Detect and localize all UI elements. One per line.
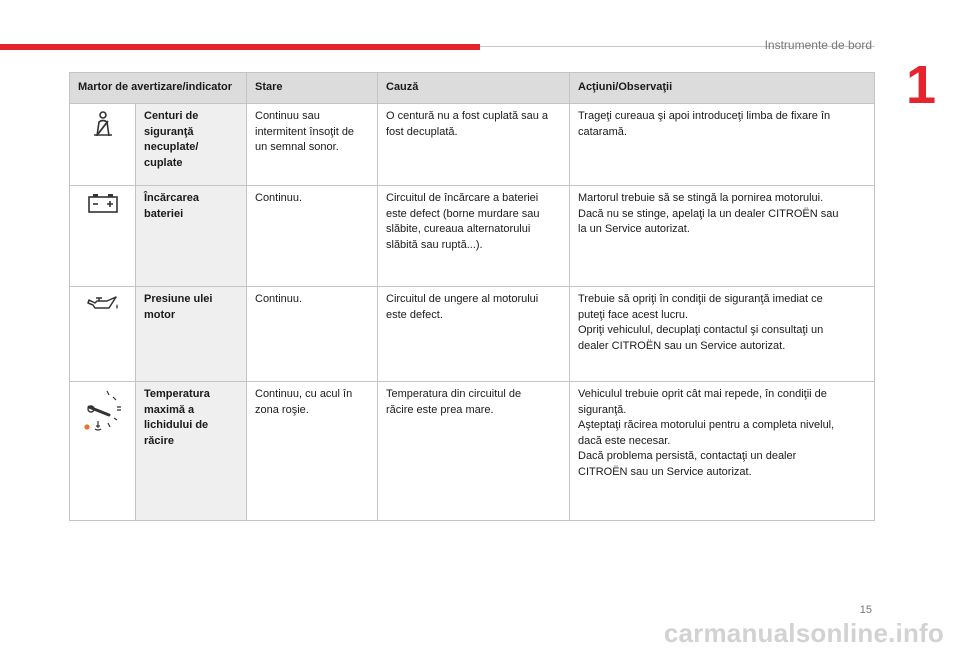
- actions-cell: Martorul trebuie să se stingă la pornirea motorului. Dacă nu se stinge, apelaţi la un dealer CITROËN sau la un Service autorizat.: [570, 186, 875, 287]
- warning-light-name: Încărcarea bateriei: [136, 186, 247, 287]
- coolant-temperature-icon: [81, 387, 125, 435]
- icon-cell: [70, 382, 136, 521]
- chapter-number: 1: [905, 55, 936, 115]
- warning-light-name: Centuri de siguranţă necuplate/ cuplate: [136, 104, 247, 186]
- header-red-bar: [0, 44, 480, 50]
- state-cell: Continuu sau intermitent însoţit de un semnal sonor.: [247, 104, 378, 186]
- watermark: carmanualsonline.info: [663, 618, 944, 648]
- actions-cell: Trebuie să opriţi în condiţii de siguranţă imediat ce puteţi face acest lucru. Opriţi vehiculul, decuplaţi contactul şi consultaţi un dealer CITROËN sau un Service autorizat.: [570, 287, 875, 382]
- column-header-actions: Acţiuni/Observaţii: [570, 73, 875, 104]
- cause-cell: Temperatura din circuitul de răcire este prea mare.: [378, 382, 570, 521]
- warning-light-name: Temperatura maximă a lichidului de răcire: [136, 382, 247, 521]
- seat-belt-icon: [88, 109, 118, 139]
- table-row: [70, 287, 875, 382]
- table-header-row: [70, 73, 875, 104]
- state-cell: Continuu.: [247, 287, 378, 382]
- table-row: [70, 104, 875, 186]
- icon-cell: [70, 186, 136, 287]
- column-header-state: Stare: [247, 73, 378, 104]
- oil-can-icon: [85, 292, 121, 314]
- actions-cell: Trageţi cureaua şi apoi introduceţi limba de fixare în cataramă.: [570, 104, 875, 186]
- table-row: [70, 382, 875, 521]
- cause-cell: Circuitul de ungere al motorului este defect.: [378, 287, 570, 382]
- table-row: [70, 186, 875, 287]
- state-cell: Continuu, cu acul în zona roşie.: [247, 382, 378, 521]
- battery-icon: [86, 191, 120, 215]
- state-cell: Continuu.: [247, 186, 378, 287]
- actions-cell: Vehiculul trebuie oprit cât mai repede, în condiţii de siguranţă. Aşteptaţi răcirea motorului pentru a completa nivelul, dacă este necesar. Dacă problema persistă, contactaţi un dealer CITROËN sau un Service autorizat.: [570, 382, 875, 521]
- icon-cell: [70, 287, 136, 382]
- warning-lights-table: [69, 72, 875, 521]
- column-header-cause: Cauză: [378, 73, 570, 104]
- cause-cell: Circuitul de încărcare a bateriei este defect (borne murdare sau slăbite, cureaua alternatorului slăbită sau ruptă...).: [378, 186, 570, 287]
- column-header-warning-light: Martor de avertizare/indicator: [70, 73, 247, 104]
- icon-cell: [70, 104, 136, 186]
- page-number: 15: [859, 604, 872, 616]
- cause-cell: O centură nu a fost cuplată sau a fost decuplată.: [378, 104, 570, 186]
- section-title: Instrumente de bord: [764, 38, 872, 52]
- warning-light-name: Presiune ulei motor: [136, 287, 247, 382]
